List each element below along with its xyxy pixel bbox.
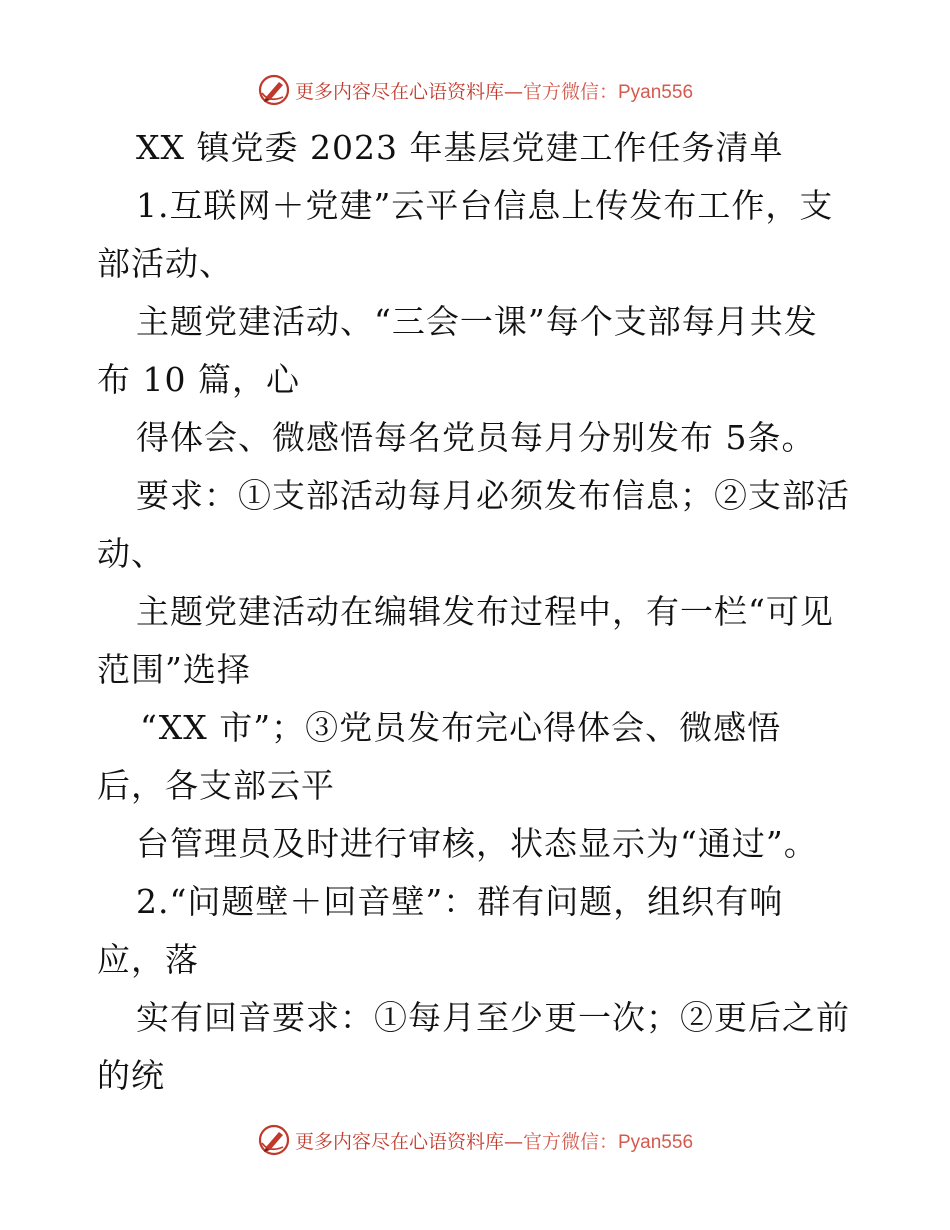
text-line: 应，落 [97, 940, 199, 979]
text-line: 实有回音要求：①每月至少更一次；②更后之前 [136, 998, 850, 1037]
text-line: 动、 [97, 534, 165, 573]
watermark-contact: 官方微信：Pyan556 [523, 81, 694, 103]
text-line: “XX 市”；③党员发布完心得体会、微感悟 [140, 708, 782, 747]
watermark-brand: 更多内容尽在心语资料库— [294, 80, 523, 103]
text-line: 台管理员及时进行审核，状态显示为“通过”。 [136, 824, 818, 863]
header-watermark [0, 70, 950, 110]
text-line: 要求：①支部活动每月必须发布信息；②支部活 [136, 476, 850, 515]
footer-watermark [0, 1120, 950, 1160]
text-line: 布 10 篇，心 [97, 360, 300, 399]
text-line: 部活动、 [97, 244, 233, 283]
text-line: 范围”选择 [97, 650, 251, 689]
watermark-brand: 更多内容尽在心语资料库— [294, 1130, 523, 1153]
watermark-text [295, 1127, 693, 1154]
text-line: 1.互联网＋党建”云平台信息上传发布工作，支 [136, 186, 834, 225]
text-line: 后，各支部云平 [97, 766, 335, 805]
watermark-contact: 官方微信：Pyan556 [523, 1131, 694, 1153]
document-title: XX 镇党委 2023 年基层党建工作任务清单 [136, 128, 784, 167]
text-line: 的统 [97, 1056, 165, 1095]
text-line: 主题党建活动、“三会一课”每个支部每月共发 [136, 302, 818, 341]
pen-logo-icon [257, 1123, 291, 1157]
pen-logo-icon [257, 73, 291, 107]
text-line: 2.“问题壁＋回音壁”：群有问题，组织有响 [136, 882, 784, 921]
watermark-text [295, 77, 693, 104]
text-line: 得体会、微感悟每名党员每月分别发布 5条。 [136, 418, 816, 457]
text-line: 主题党建活动在编辑发布过程中，有一栏“可见 [136, 592, 834, 631]
